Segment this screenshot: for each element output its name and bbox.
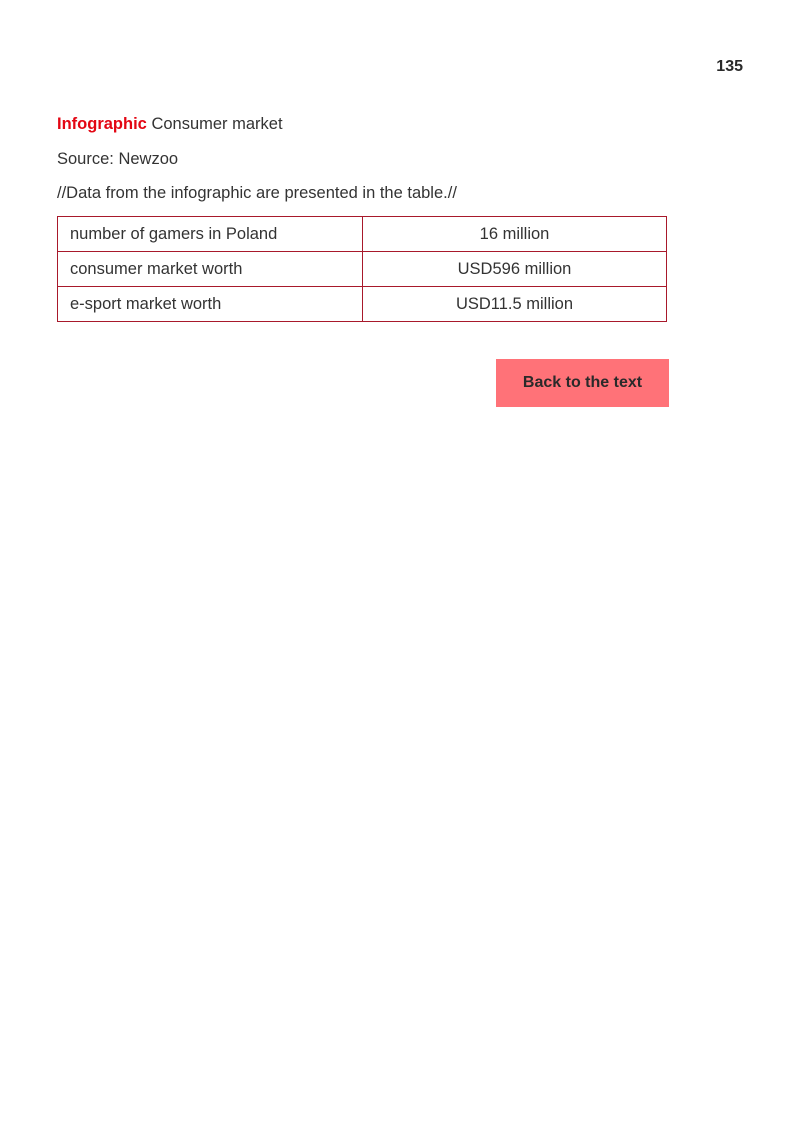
table-row [58, 287, 667, 322]
row-value: 16 million [363, 217, 667, 252]
data-table [57, 216, 667, 322]
page-number: 135 [716, 58, 743, 75]
row-value: USD11.5 million [363, 287, 667, 322]
source-line: Source: Newzoo [57, 150, 179, 168]
table-row [58, 252, 667, 287]
row-value: USD596 million [363, 252, 667, 287]
back-to-text-button[interactable]: Back to the text [496, 359, 669, 407]
row-label: e-sport market worth [58, 287, 363, 322]
infographic-label: Infographic [57, 115, 147, 133]
table-row [58, 217, 667, 252]
infographic-heading [57, 115, 283, 134]
row-label: number of gamers in Poland [58, 217, 363, 252]
row-label: consumer market worth [58, 252, 363, 287]
infographic-title: Consumer market [151, 115, 283, 133]
table-note: //Data from the infographic are presented in the table.// [57, 184, 457, 202]
